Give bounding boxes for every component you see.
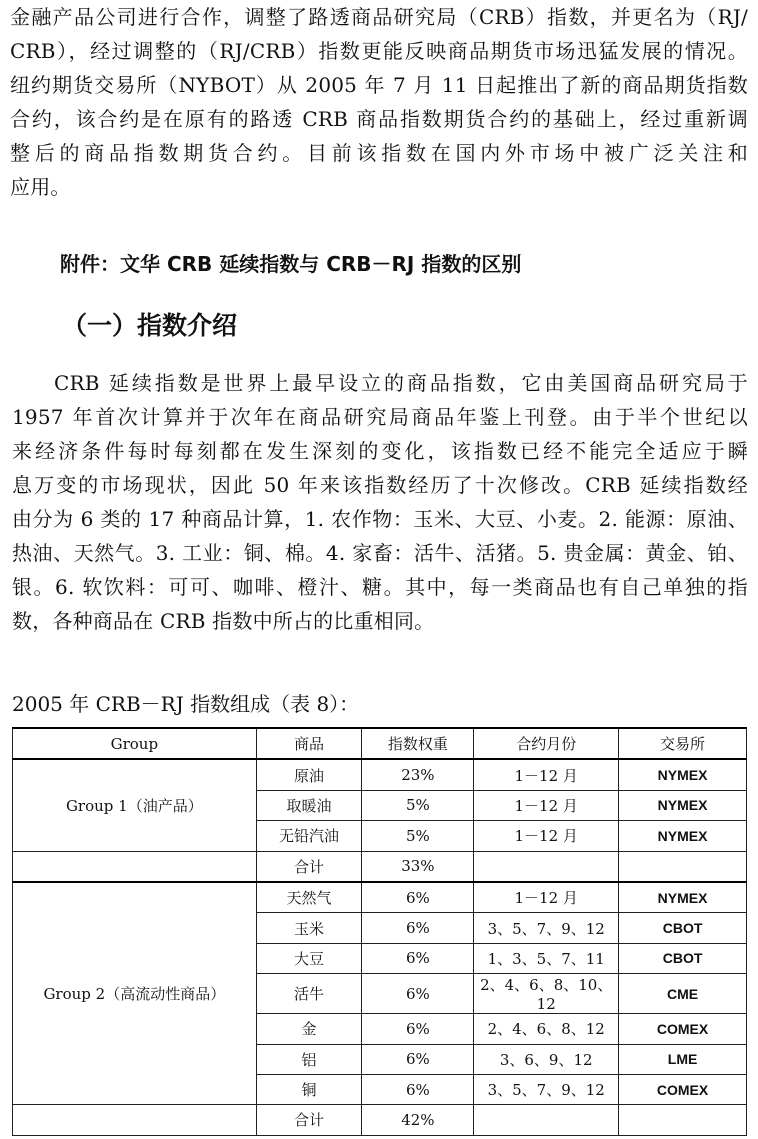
exchange-cell: NYMEX bbox=[619, 759, 747, 790]
months-cell: 1－12 月 bbox=[474, 882, 619, 913]
text-line: CRB 延续指数是世界上最早设立的商品指数，它由美国商品研究局于 bbox=[54, 371, 748, 395]
text-line: 数，各种商品在 CRB 指数中所占的比重相同。 bbox=[12, 609, 435, 633]
commodity-cell: 取暖油 bbox=[256, 790, 362, 820]
months-cell: 2、4、6、8、12 bbox=[474, 1014, 619, 1044]
exchange-cell: COMEX bbox=[619, 1014, 747, 1044]
empty-cell bbox=[619, 851, 747, 882]
exchange-cell: CBOT bbox=[619, 943, 747, 973]
exchange-cell: CBOT bbox=[619, 913, 747, 943]
exchange-cell: NYMEX bbox=[619, 882, 747, 913]
exchange-cell: CME bbox=[619, 974, 747, 1014]
body-paragraph bbox=[12, 366, 748, 638]
empty-cell bbox=[13, 1105, 257, 1135]
months-cell: 3、6、9、12 bbox=[474, 1044, 619, 1074]
exchange-cell: LME bbox=[619, 1044, 747, 1074]
commodity-cell: 天然气 bbox=[256, 882, 362, 913]
text-line: 合约，该合约是在原有的路透 CRB 商品指数期货合约的基础上，经过重新调 bbox=[10, 107, 748, 131]
header-group: Group bbox=[13, 728, 257, 759]
appendix-title: 附件：文华 CRB 延续指数与 CRB－RJ 指数的区别 bbox=[60, 252, 522, 276]
weight-cell: 6% bbox=[362, 1074, 474, 1104]
text-line: 息万变的市场现状，因此 50 年来该指数经历了十次修改。CRB 延续指数经 bbox=[12, 473, 748, 497]
exchange-cell: COMEX bbox=[619, 1074, 747, 1104]
commodity-cell: 铝 bbox=[256, 1044, 362, 1074]
header-commodity: 商品 bbox=[256, 728, 362, 759]
header-months: 合约月份 bbox=[474, 728, 619, 759]
section-title: （一）指数介绍 bbox=[62, 311, 238, 340]
empty-cell bbox=[474, 1105, 619, 1135]
table-total-row bbox=[13, 851, 747, 882]
header-weight: 指数权重 bbox=[362, 728, 474, 759]
total-weight: 33% bbox=[362, 851, 474, 882]
intro-paragraph bbox=[10, 0, 748, 204]
empty-cell bbox=[619, 1105, 747, 1135]
empty-cell bbox=[474, 851, 619, 882]
text-line: 银。6. 软饮料：可可、咖啡、橙汁、糖。其中，每一类商品也有自己单独的指 bbox=[12, 575, 748, 599]
group-label: Group 1（油产品） bbox=[13, 759, 257, 851]
commodity-cell: 原油 bbox=[256, 759, 362, 790]
weight-cell: 6% bbox=[362, 913, 474, 943]
text-line: CRB），经过调整的（RJ/CRB）指数更能反映商品期货市场迅猛发展的情况。 bbox=[10, 39, 748, 63]
text-line: 由分为 6 类的 17 种商品计算，1. 农作物：玉米、大豆、小麦。2. 能源：原油、 bbox=[12, 507, 748, 531]
commodity-cell: 铜 bbox=[256, 1074, 362, 1104]
table-total-row bbox=[13, 1105, 747, 1135]
group-label: Group 2（高流动性商品） bbox=[13, 882, 257, 1105]
text-line: 纽约期货交易所（NYBOT）从 2005 年 7 月 11 日起推出了新的商品期货指数 bbox=[10, 73, 748, 97]
weight-cell: 5% bbox=[362, 821, 474, 851]
months-cell: 1－12 月 bbox=[474, 821, 619, 851]
weight-cell: 6% bbox=[362, 974, 474, 1014]
total-label: 合计 bbox=[256, 851, 362, 882]
table-row bbox=[13, 759, 747, 790]
table-header-row bbox=[13, 728, 747, 759]
months-cell: 3、5、7、9、12 bbox=[474, 1074, 619, 1104]
weight-cell: 6% bbox=[362, 882, 474, 913]
exchange-cell: NYMEX bbox=[619, 790, 747, 820]
months-cell: 1－12 月 bbox=[474, 790, 619, 820]
months-cell: 2、4、6、8、10、12 bbox=[474, 974, 619, 1014]
commodity-cell: 金 bbox=[256, 1014, 362, 1044]
weight-cell: 5% bbox=[362, 790, 474, 820]
months-cell: 1、3、5、7、11 bbox=[474, 943, 619, 973]
commodity-cell: 活牛 bbox=[256, 974, 362, 1014]
text-line: 来经济条件每时每刻都在发生深刻的变化，该指数已经不能完全适应于瞬 bbox=[12, 439, 748, 463]
text-line: 整后的商品指数期货合约。目前该指数在国内外市场中被广泛关注和 bbox=[10, 141, 748, 165]
text-line: 热油、天然气。3. 工业：铜、棉。4. 家畜：活牛、活猪。5. 贵金属：黄金、铂、 bbox=[12, 541, 748, 565]
text-line: 应用。 bbox=[10, 175, 71, 199]
table-row bbox=[13, 882, 747, 913]
commodity-cell: 玉米 bbox=[256, 913, 362, 943]
months-cell: 1－12 月 bbox=[474, 759, 619, 790]
weight-cell: 6% bbox=[362, 1044, 474, 1074]
months-cell: 3、5、7、9、12 bbox=[474, 913, 619, 943]
weight-cell: 6% bbox=[362, 943, 474, 973]
commodity-cell: 大豆 bbox=[256, 943, 362, 973]
exchange-cell: NYMEX bbox=[619, 821, 747, 851]
commodity-cell: 无铅汽油 bbox=[256, 821, 362, 851]
text-line: 1957 年首次计算并于次年在商品研究局商品年鉴上刊登。由于半个世纪以 bbox=[12, 405, 748, 429]
weight-cell: 23% bbox=[362, 759, 474, 790]
total-weight: 42% bbox=[362, 1105, 474, 1135]
empty-cell bbox=[13, 851, 257, 882]
weight-cell: 6% bbox=[362, 1014, 474, 1044]
table-caption: 2005 年 CRB－RJ 指数组成（表 8）： bbox=[12, 692, 360, 716]
header-exchange: 交易所 bbox=[619, 728, 747, 759]
text-line: 金融产品公司进行合作，调整了路透商品研究局（CRB）指数，并更名为（RJ/ bbox=[10, 5, 748, 29]
composition-table bbox=[12, 727, 747, 1136]
total-label: 合计 bbox=[256, 1105, 362, 1135]
